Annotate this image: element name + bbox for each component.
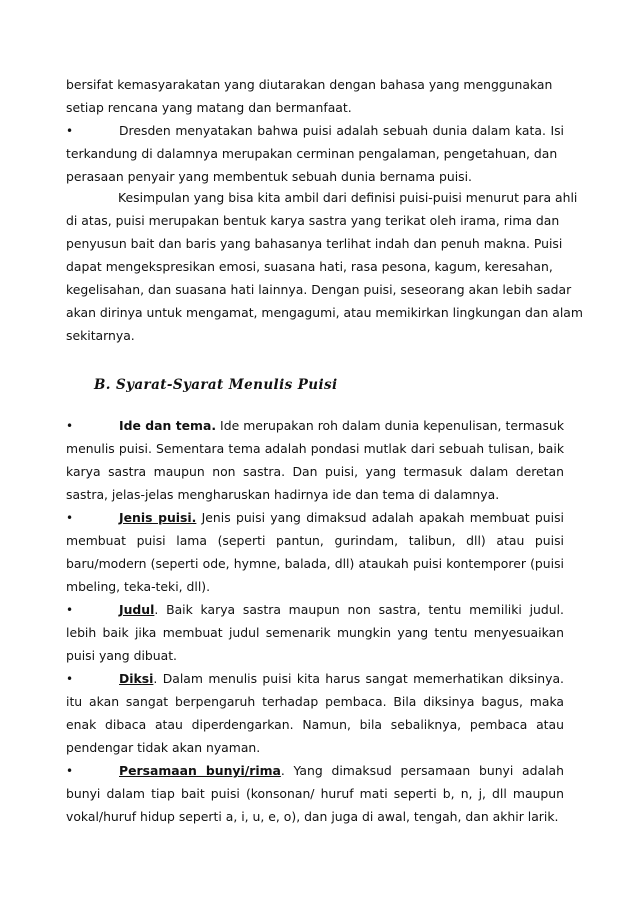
list-item-line: membuat puisi lama (seperti pantun, gurindam, talibun, dll) atau puisi [66,533,564,548]
list-item-first-line: • Diksi. Dalam menulis puisi kita harus sangat memerhatikan diksinya. [66,667,564,690]
conclusion-line: di atas, puisi merupakan bentuk karya sastra yang terikat oleh irama, rima dan [66,213,560,228]
intro-block [66,73,564,188]
conclusion-line: kegelisahan, dan suasana hati lainnya. Dengan puisi, seseorang akan lebih sadar [66,282,572,297]
conclusion-line: Kesimpulan yang bisa kita ambil dari definisi puisi-puisi menurut para ahli [118,190,578,205]
list-item-first-line: • Jenis puisi. Jenis puisi yang dimaksud adalah apakah membuat puisi [66,506,564,529]
intro-line-2: setiap rencana yang matang dan bermanfaat. [66,100,352,115]
list-item-line: pendengar tidak akan nyaman. [66,740,261,755]
list-item-line: vokal/huruf hidup seperti a, i, u, e, o), dan juga di awal, tengah, dan akhir larik. [66,809,559,824]
list-item-first-line: • Ide dan tema. Ide merupakan roh dalam dunia kepenulisan, termasuk [66,414,564,437]
list-item-line: puisi yang dibuat. [66,648,177,663]
bullet-icon: • [66,511,74,525]
list-item-line: menulis puisi. Sementara tema adalah pondasi mutlak dari sebuah tulisan, baik [66,441,564,456]
list-item-line: mbeling, teka-teki, dll). [66,579,211,594]
intro-line-3: Dresden menyatakan bahwa puisi adalah sebuah dunia dalam kata. Isi [119,123,564,138]
bullet-icon: • [66,419,74,433]
item-term: Jenis puisi. [119,510,197,525]
list-item-line: sastra, jelas-jelas mengharuskan hadirnya ide dan tema di dalamnya. [66,487,500,502]
section-heading: B. Syarat-Syarat Menulis Puisi [94,377,338,393]
conclusion-line: penyusun bait dan baris yang bahasanya terlihat indah dan penuh makna. Puisi [66,236,563,251]
list-item-first-line: • Judul. Baik karya sastra maupun non sastra, tentu memiliki judul. [66,598,564,621]
bullet-icon: • [66,764,74,778]
bullet-icon: • [66,124,74,138]
list-item-line: enak dibaca atau diperdengarkan. Namun, bila sebaliknya, pembaca atau [66,717,564,732]
bullet-icon: • [66,672,74,686]
list-item-line: karya sastra maupun non sastra. Dan puisi, yang termasuk dalam deretan [66,464,564,479]
list-item-line: itu akan sangat berpengaruh terhadap pembaca. Bila diksinya bagus, maka [66,694,564,709]
conclusion-line: sekitarnya. [66,328,135,343]
intro-line-4: terkandung di dalamnya merupakan cerminan pengalaman, pengetahuan, dan [66,146,558,161]
conclusion-line: akan dirinya untuk mengamat, mengagumi, atau memikirkan lingkungan dan alam [66,305,583,320]
list-item-first-line: • Persamaan bunyi/rima. Yang dimaksud persamaan bunyi adalah [66,759,564,782]
item-term: Diksi [119,671,154,686]
list-item-line: lebih baik jika membuat judul semenarik mungkin yang tentu menyesuaikan [66,625,564,640]
intro-line-5: perasaan penyair yang membentuk sebuah dunia bernama puisi. [66,169,472,184]
conclusion-line: dapat mengekspresikan emosi, suasana hati, rasa pesona, kagum, keresahan, [66,259,553,274]
requirements-list [66,414,564,828]
conclusion-paragraph [66,186,583,347]
item-term: Persamaan bunyi/rima [119,763,281,778]
list-item-line: baru/modern (seperti ode, hymne, balada, dll) ataukah puisi kontemporer (puisi [66,556,564,571]
item-term: Judul [119,602,155,617]
list-item-line: bunyi dalam tiap bait puisi (konsonan/ huruf mati seperti b, n, j, dll maupun [66,786,564,801]
item-term: Ide dan tema. [119,418,217,433]
bullet-icon: • [66,603,74,617]
intro-line-1: bersifat kemasyarakatan yang diutarakan dengan bahasa yang menggunakan [66,77,553,92]
intro-bullet-line [66,119,564,142]
